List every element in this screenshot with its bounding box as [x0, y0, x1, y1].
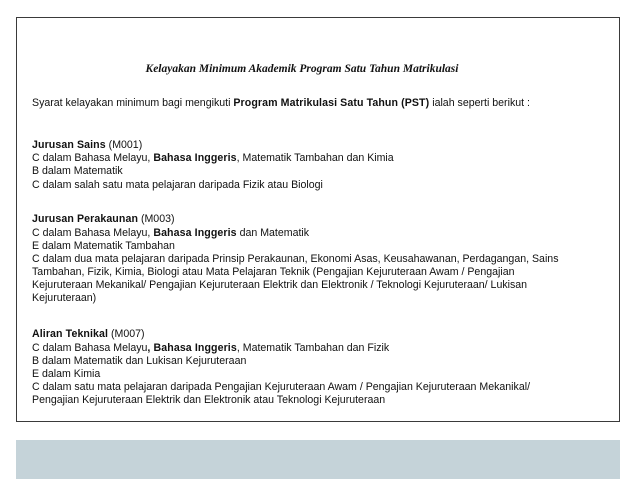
requirement-line: B dalam Matematik: [32, 165, 123, 177]
section-heading-perakaunan: [32, 213, 175, 225]
req-bold: Bahasa Inggeris: [153, 152, 237, 164]
req-text: dan Matematik: [236, 227, 310, 239]
code-label: (M001): [105, 139, 143, 151]
requirement-line: E dalam Kimia: [32, 368, 101, 380]
heading-label: Jurusan Sains: [32, 139, 106, 151]
program-name: Program Matrikulasi Satu Tahun (PST): [233, 97, 430, 109]
heading-label: Aliran Teknikal: [32, 328, 109, 340]
requirement-line: B dalam Matematik dan Lukisan Kejuruteraan: [32, 355, 247, 367]
requirement-line: [32, 342, 389, 354]
req-text: , Matematik Tambahan dan Kimia: [236, 152, 394, 164]
requirement-line: C dalam dua mata pelajaran daripada Prinsip Perakaunan, Ekonomi Asas, Keusahawanan, Perdagangan, Sains: [32, 253, 559, 265]
intro-line: [32, 97, 530, 109]
requirement-line: Kejuruteraan Mekanikal/ Pengajian Kejuruteraan Elektrik dan Elektronik / Teknologi Kejuruteraan/ Lukisan: [32, 279, 528, 291]
heading-label: Jurusan Perakaunan: [32, 213, 139, 225]
requirement-line: Tambahan, Fizik, Kimia, Biologi atau Mata Pelajaran Teknik (Pengajian Kejuruteraan Awam / Pengajian: [32, 266, 515, 278]
requirement-line: Kejuruteraan): [32, 292, 97, 304]
page-title: Kelayakan Minimum Akademik Program Satu Tahun Matrikulasi: [145, 63, 459, 75]
requirement-line: E dalam Matematik Tambahan: [32, 240, 175, 252]
intro-after: ialah seperti berikut :: [429, 97, 530, 109]
req-bold: Bahasa Inggeris: [153, 227, 237, 239]
section-heading-sains: [32, 139, 142, 151]
req-text: C dalam Bahasa Melayu,: [32, 227, 154, 239]
code-label: (M007): [108, 328, 145, 340]
requirement-line: C dalam satu mata pelajaran daripada Pengajian Kejuruteraan Awam / Pengajian Kejuruteraan Mekanikal/: [32, 381, 531, 393]
req-bold: , Bahasa Inggeris: [147, 342, 237, 354]
req-text: C dalam Bahasa Melayu: [32, 342, 148, 354]
req-text: , Matematik Tambahan dan Fizik: [236, 342, 390, 354]
code-label: (M003): [138, 213, 175, 225]
requirement-line: [32, 227, 309, 239]
req-text: C dalam Bahasa Melayu,: [32, 152, 154, 164]
intro-before: Syarat kelayakan minimum bagi mengikuti: [32, 97, 234, 109]
footer-bar: [16, 440, 620, 479]
requirement-line: C dalam salah satu mata pelajaran daripada Fizik atau Biologi: [32, 179, 323, 191]
requirement-line: [32, 152, 394, 164]
section-heading-teknikal: [32, 328, 145, 340]
requirement-line: Pengajian Kejuruteraan Elektrik dan Elektronik atau Teknologi Kejuruteraan: [32, 394, 386, 406]
